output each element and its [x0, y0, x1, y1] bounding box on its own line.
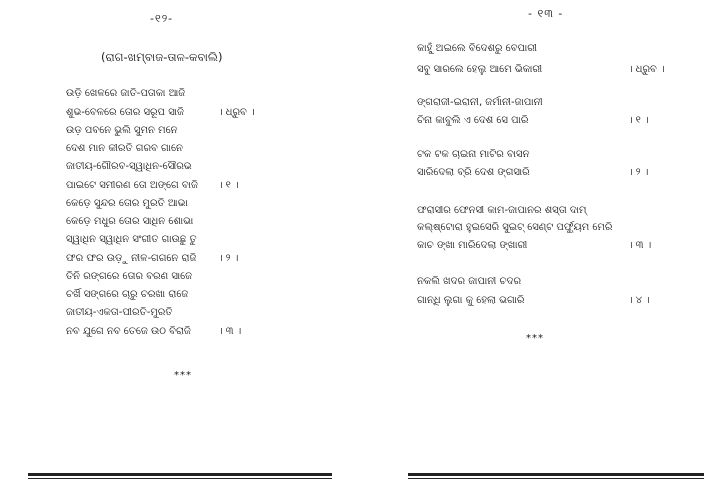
- refrain-marker: । ଧ୍ରୁବ ।: [628, 64, 665, 75]
- verse-line: ଫରାସୀର ଫେନସୀ କାମ-ଜାପାନର ଶସ୍ତା ଦାମ୍: [417, 205, 587, 216]
- footer-rule: [408, 478, 704, 479]
- stanza-marker: । ୩ ।: [218, 326, 242, 337]
- stanza-marker: । ୧ ।: [628, 115, 649, 126]
- verse-line: ଚର୍ଖି ସଙ୍ଗରେ ଚାରୁ ଚରଖା ରାଜେ: [66, 289, 189, 300]
- page-number: - ୧୩ -: [528, 7, 564, 20]
- verse-line: ତିନି ରଙ୍ଗରେ ତୋର ବରଣ ସାଜେ: [66, 271, 193, 282]
- verse-line: ଟକ ଟକ ଚାଇନା ମାଟିର ବାସନ: [417, 149, 530, 160]
- refrain-marker: । ଧ୍ରୁବ ।: [218, 107, 255, 118]
- verse-line: ନବ ଯୁଗେ ନବ ତେଜେ ଉଠ ବିରାଜି: [66, 326, 191, 337]
- stanza-marker: । ୪ ।: [628, 295, 650, 306]
- verse-line: କାହୁଁ ଅଇଲେ ବିଦେଶରୁ ବେପାରୀ: [417, 43, 538, 54]
- verse-line: ଶୁଭ-ବେଳରେ ତୋର ସରୂପ ସାଜି: [66, 107, 184, 118]
- verse-line: କାଚ ଙ୍ଖା ମାରିଦେଲା ଙ୍ଖାରୀ: [417, 240, 528, 251]
- end-mark: ***: [174, 370, 192, 381]
- verse-line: ଜାତୀୟ-ଏକତା-ପୀରତି-ମୁରତି: [66, 307, 173, 318]
- verse-line: ସବୁ ସାରଲେ ହେଲୁ ଆମେ ଭିକାରୀ: [417, 64, 543, 75]
- verse-line: ଙ୍ଗରାଜୀ-ଇରାନୀ, ଜର୍ମାନୀ-ଜାପାନୀ: [417, 97, 543, 108]
- end-mark: ***: [526, 333, 544, 344]
- page-number: -୧୨-: [150, 12, 174, 25]
- verse-line: ଦେଶ ମାନ କୀରତି ଗରବ ଗାନେ: [66, 143, 183, 154]
- verse-line: କେଡ଼େ ସୁନ୍ଦର ତୋର ମୁରତି ଆଭା: [66, 198, 188, 209]
- verse-line: କେଡ଼େ ମଧୁର ତୋର ସାଧିନ ଶୋଭା: [66, 216, 194, 227]
- song-heading: (ରାଗ-ଖମ୍ବାଜ-ତାଳ-କବାଲି): [101, 50, 223, 64]
- footer-rule: [28, 473, 332, 476]
- right-page: [360, 0, 720, 500]
- verse-line: ସ୍ୱାଧିନ ସ୍ୱାଧିନ ସଂଗୀତ ଗାଉଛୁ ତୁ: [66, 234, 197, 245]
- verse-line: ଗାନ୍ଧି ଲୁଗା କୁ ହେଲା ଭଗାରି: [417, 295, 525, 306]
- verse-line: ସାରିଦେଲା ବ୍ରି ଦେଶ ଙ୍ଗସାରି: [417, 167, 530, 178]
- footer-rule: [28, 478, 332, 479]
- stanza-marker: । ୧ ।: [218, 180, 239, 191]
- verse-line: ନକଲି ଖଦର ଜାପାନୀ ଚଦର: [417, 276, 522, 287]
- verse-line: ପାଇଟେ ସମୀରଣ ତୋ ଅଙ୍ଗେ ବାଜି: [66, 180, 198, 191]
- verse-line: ଉଡ଼ ପବନେ ଭୁଲି ସୁମନ ମନେ: [66, 125, 178, 136]
- verse-line: ଜାତୀୟ-ଗୌରବ-ସ୍ୱାଧିନ-ସୌରଭ: [66, 161, 192, 172]
- verse-line: ଫର ଫର ଉଡ଼ୁ ନୀଳ-ଗଗନେ ରାଜି: [66, 253, 197, 264]
- stanza-marker: । ୨ ।: [218, 253, 239, 264]
- verse-line: ଚିନା କାବୁଲି ଏ ଦେଶ ସେ ପାରି: [417, 115, 529, 126]
- stanza-marker: । ୨ ।: [628, 167, 649, 178]
- footer-rule: [408, 473, 704, 476]
- verse-line: କଲ୍ଷ୍ଟୋରା ହୁଇସେରି ସୁଇଟ୍ ସେଣ୍ଟ ପର୍ଫ୍ୟୁମ ମେରି: [417, 222, 613, 233]
- stanza-marker: । ୩ ।: [628, 240, 652, 251]
- verse-line: ଉଡ଼ି ଖେଳରେ ଜାତି-ପତାକା ଆଜି: [66, 88, 186, 99]
